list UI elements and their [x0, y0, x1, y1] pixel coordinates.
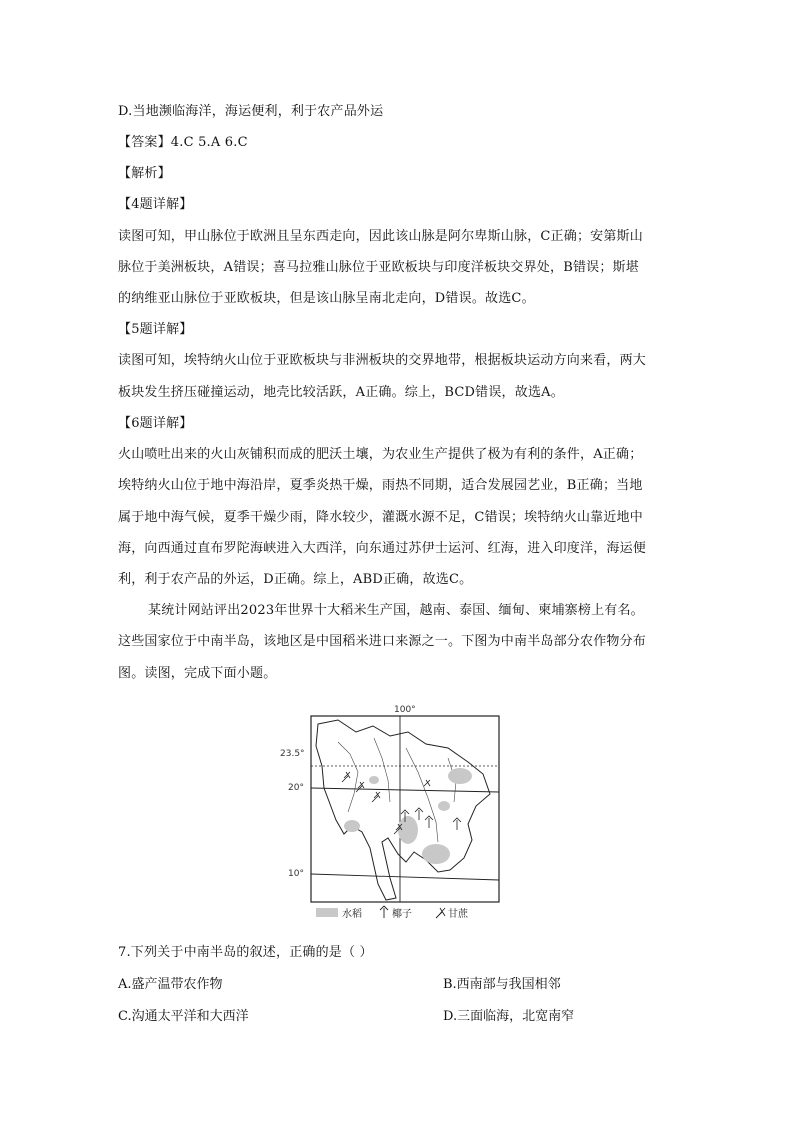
q6-line-4: 海，向西通过直布罗陀海峡进入大西洋，向东通过苏伊士运河、红海，进入印度洋，海运便	[118, 541, 647, 556]
question-7-option-d: D.三面临海，北宽南窄	[443, 1009, 575, 1024]
map-frame	[311, 716, 499, 902]
rice-area-north	[448, 768, 472, 784]
q6-line-1: 火山喷吐出来的火山灰铺积而成的肥沃土壤，为农业生产提供了极为有利的条件，A正确；	[118, 447, 643, 462]
q4-line-1: 读图可知，甲山脉位于欧洲且呈东西走向，因此该山脉是阿尔卑斯山脉，C正确；安第斯山	[118, 229, 643, 244]
q5-line-2: 板块发生挤压碰撞运动，地壳比较活跃，A正确。综上，BCD错误，故选A。	[118, 385, 564, 400]
q6-line-5: 利，利于农产品的外运，D正确。综上，ABD正确，故选C。	[118, 572, 473, 587]
q5-line-1: 读图可知，埃特纳火山位于亚欧板块与非洲板块的交界地带，根据板块运动方向来看，两大	[118, 353, 647, 368]
analysis-heading: 【解析】	[118, 166, 171, 181]
q4-line-3: 的纳维亚山脉位于亚欧板块，但是该山脉呈南北走向，D错误。故选C。	[118, 291, 535, 306]
lat-label-23-5: 23.5°	[280, 749, 305, 759]
passage-line-3: 图。读图，完成下面小题。	[118, 666, 277, 681]
legend-rice-swatch	[316, 908, 338, 917]
legend-coconut-icon	[380, 906, 388, 918]
answer-line: 【答案】4.C 5.A 6.C	[118, 135, 248, 150]
legend-rice-label: 水稻	[342, 909, 362, 920]
question-7-stem: 7.下列关于中南半岛的叙述，正确的是（ ）	[118, 945, 373, 960]
q5-heading: 【5题详解】	[118, 322, 193, 337]
passage-line-2: 这些国家位于中南半岛，该地区是中国稻米进口来源之一。下图为中南半岛部分农作物分布	[118, 634, 647, 649]
legend-sugarcane-label: 甘蔗	[448, 909, 468, 920]
q6-line-3: 属于地中海气候，夏季干燥少雨，降水较少，灌溉水源不足，C错误；埃特纳火山靠近地中	[118, 510, 643, 525]
rice-area-west	[369, 776, 379, 784]
question-7-option-a: A.盛产温带农作物	[118, 977, 223, 992]
lat-label-20: 20°	[288, 783, 304, 793]
rice-area-cambodia	[422, 844, 450, 864]
question-7-option-b: B.西南部与我国相邻	[443, 977, 561, 992]
map-svg	[278, 702, 518, 924]
lon-label-100: 100°	[394, 705, 416, 715]
q6-heading: 【6题详解】	[118, 416, 193, 431]
legend-coconut-label: 椰子	[392, 909, 412, 920]
lat-label-10: 10°	[288, 869, 304, 879]
rice-area-myanmar	[344, 820, 360, 832]
passage-line-1: 某统计网站评出2023年世界十大稻米生产国，越南、泰国、缅甸、柬埔寨榜上有名。	[148, 603, 644, 618]
rice-area-laos	[438, 801, 450, 811]
question-7-option-c: C.沟通太平洋和大西洋	[118, 1009, 249, 1024]
q4-heading: 【4题详解】	[118, 197, 193, 212]
option-d-text: D.当地濒临海洋，海运便利，利于农产品外运	[118, 104, 384, 119]
indochina-crop-map	[278, 702, 518, 924]
q4-line-2: 脉位于美洲板块，A错误；喜马拉雅山脉位于亚欧板块与印度洋板块交界处，B错误；斯堪	[118, 260, 639, 275]
rice-area-central	[398, 816, 418, 844]
legend-sugarcane-icon	[436, 908, 445, 918]
q6-line-2: 埃特纳火山位于地中海沿岸，夏季炎热干燥，雨热不同期，适合发展园艺业，B正确；当地	[118, 478, 643, 493]
